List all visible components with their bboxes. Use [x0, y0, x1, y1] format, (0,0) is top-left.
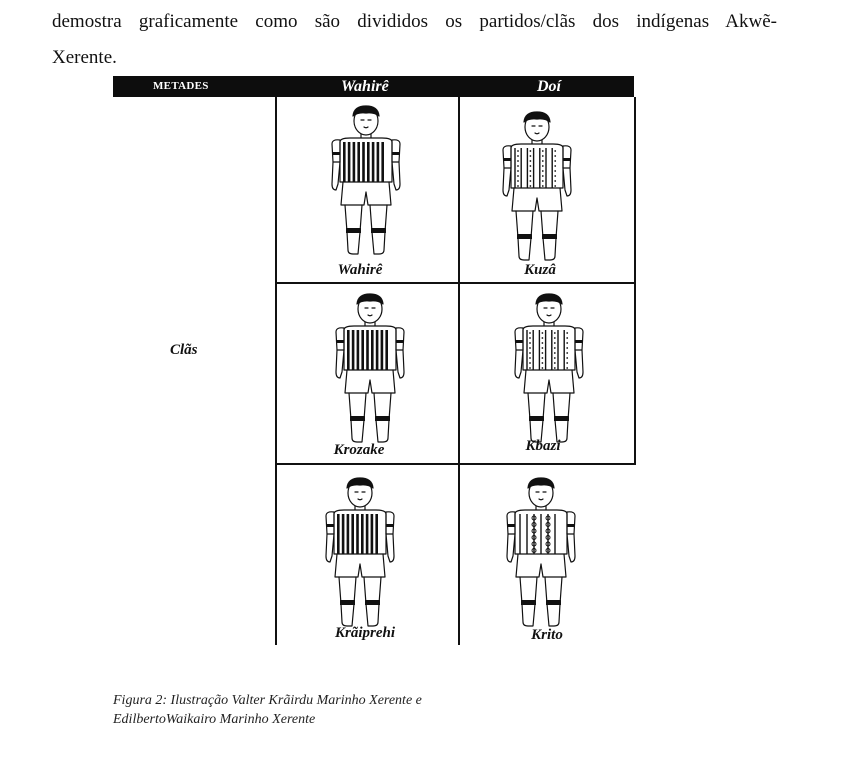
paragraph-line-2: Xerente.	[52, 47, 117, 68]
clan-name-wahire: Wahirê	[337, 262, 383, 278]
figure-caption-line-1: Figura 2: Ilustração Valter Krãirdu Marinho Xerente e	[113, 693, 422, 708]
clan-name-kbazi: Kbazi	[525, 438, 561, 454]
clan-name-krozake: Krozake	[333, 442, 385, 458]
header-doi: Doí	[537, 78, 561, 95]
grid-line-row-2	[275, 463, 636, 465]
clan-figure-wahire	[326, 104, 406, 264]
clan-figure-kraiprehi	[320, 476, 400, 636]
intro-paragraph	[52, 4, 777, 76]
clan-name-kraiprehi: Krãiprehi	[334, 625, 395, 641]
row-label-clas: Clãs	[170, 342, 198, 358]
header-wahire: Wahirê	[341, 78, 389, 95]
figure-caption	[113, 691, 422, 729]
figure-caption-line-2: EdilbertoWaikairo Marinho Xerente	[113, 712, 316, 727]
clan-figure-kbazi	[509, 292, 589, 452]
grid-line-left	[275, 97, 277, 645]
clan-figure-kuza	[497, 110, 577, 270]
header-metades: METADES	[153, 80, 209, 92]
grid-line-right	[634, 97, 636, 464]
clan-figure-krito	[501, 476, 581, 636]
clan-name-kuza: Kuzâ	[524, 262, 556, 278]
grid-line-middle	[458, 97, 460, 645]
table-header-bar	[113, 76, 634, 97]
clan-figure-krozake	[330, 292, 410, 452]
paragraph-line-1: demostra graficamente como são divididos os partidos/clãs dos indígenas Akwẽ-	[52, 11, 777, 32]
grid-line-row-1	[275, 282, 636, 284]
clan-name-krito: Krito	[531, 627, 563, 643]
